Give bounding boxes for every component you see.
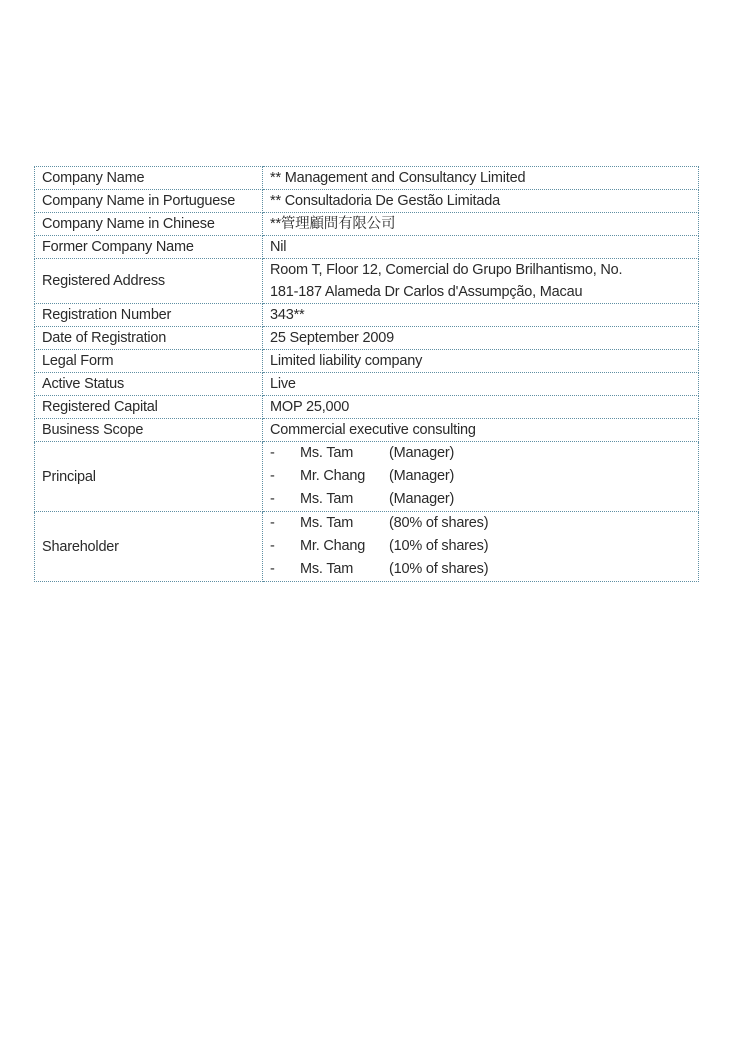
principal-role: (Manager) xyxy=(389,445,455,461)
shareholder-share: (80% of shares) xyxy=(389,515,489,531)
shareholder-share: (10% of shares) xyxy=(389,561,489,577)
table-row xyxy=(35,419,699,442)
table-row xyxy=(35,190,699,213)
row-value-business-scope: Commercial executive consulting xyxy=(263,419,699,442)
table-row xyxy=(35,236,699,259)
table-row xyxy=(35,213,699,236)
shareholder-share: (10% of shares) xyxy=(389,538,489,554)
row-value-registered-address xyxy=(263,259,699,304)
address-line: 181-187 Alameda Dr Carlos d'Assumpção, Macau xyxy=(270,284,583,300)
list-dash: - xyxy=(270,445,275,461)
table-row xyxy=(35,167,699,190)
row-label-shareholder: Shareholder xyxy=(35,512,263,582)
table-row xyxy=(35,259,699,304)
row-value-former-company-name: Nil xyxy=(263,236,699,259)
list-dash: - xyxy=(270,515,275,531)
table-row xyxy=(35,373,699,396)
address-line: Room T, Floor 12, Comercial do Grupo Brilhantismo, No. xyxy=(270,262,623,278)
row-label-former-company-name: Former Company Name xyxy=(35,236,263,259)
list-item xyxy=(270,558,691,581)
row-label-company-name: Company Name xyxy=(35,167,263,190)
list-item xyxy=(270,442,691,465)
row-label-registered-capital: Registered Capital xyxy=(35,396,263,419)
company-info-table xyxy=(34,166,699,582)
row-label-company-name-chinese: Company Name in Chinese xyxy=(35,213,263,236)
table-row xyxy=(35,442,699,512)
row-label-company-name-portuguese: Company Name in Portuguese xyxy=(35,190,263,213)
table-row xyxy=(35,327,699,350)
shareholder-name: Mr. Chang xyxy=(300,538,366,554)
row-label-business-scope: Business Scope xyxy=(35,419,263,442)
principal-role: (Manager) xyxy=(389,491,455,507)
table-row xyxy=(35,512,699,582)
shareholder-name: Ms. Tam xyxy=(300,515,354,531)
table-row xyxy=(35,396,699,419)
list-dash: - xyxy=(270,561,275,577)
list-dash: - xyxy=(270,538,275,554)
row-value-active-status: Live xyxy=(263,373,699,396)
row-label-date-of-registration: Date of Registration xyxy=(35,327,263,350)
row-value-company-name-portuguese: ** Consultadoria De Gestão Limitada xyxy=(263,190,699,213)
row-label-legal-form: Legal Form xyxy=(35,350,263,373)
row-value-legal-form: Limited liability company xyxy=(263,350,699,373)
list-item xyxy=(270,535,691,558)
principal-list xyxy=(263,442,699,512)
list-dash: - xyxy=(270,491,275,507)
row-label-principal: Principal xyxy=(35,442,263,512)
row-label-registered-address: Registered Address xyxy=(35,259,263,304)
row-value-registered-capital: MOP 25,000 xyxy=(263,396,699,419)
table-row xyxy=(35,304,699,327)
principal-role: (Manager) xyxy=(389,468,455,484)
row-value-company-name-chinese: **管理顧問有限公司 xyxy=(263,213,699,236)
row-value-registration-number: 343** xyxy=(263,304,699,327)
shareholder-list xyxy=(263,512,699,582)
list-item xyxy=(270,512,691,535)
list-dash: - xyxy=(270,468,275,484)
row-label-registration-number: Registration Number xyxy=(35,304,263,327)
list-item xyxy=(270,488,691,511)
row-value-date-of-registration: 25 September 2009 xyxy=(263,327,699,350)
principal-name: Mr. Chang xyxy=(300,468,366,484)
row-label-active-status: Active Status xyxy=(35,373,263,396)
row-value-company-name: ** Management and Consultancy Limited xyxy=(263,167,699,190)
principal-name: Ms. Tam xyxy=(300,491,354,507)
shareholder-name: Ms. Tam xyxy=(300,561,354,577)
list-item xyxy=(270,465,691,488)
table-row xyxy=(35,350,699,373)
principal-name: Ms. Tam xyxy=(300,445,354,461)
